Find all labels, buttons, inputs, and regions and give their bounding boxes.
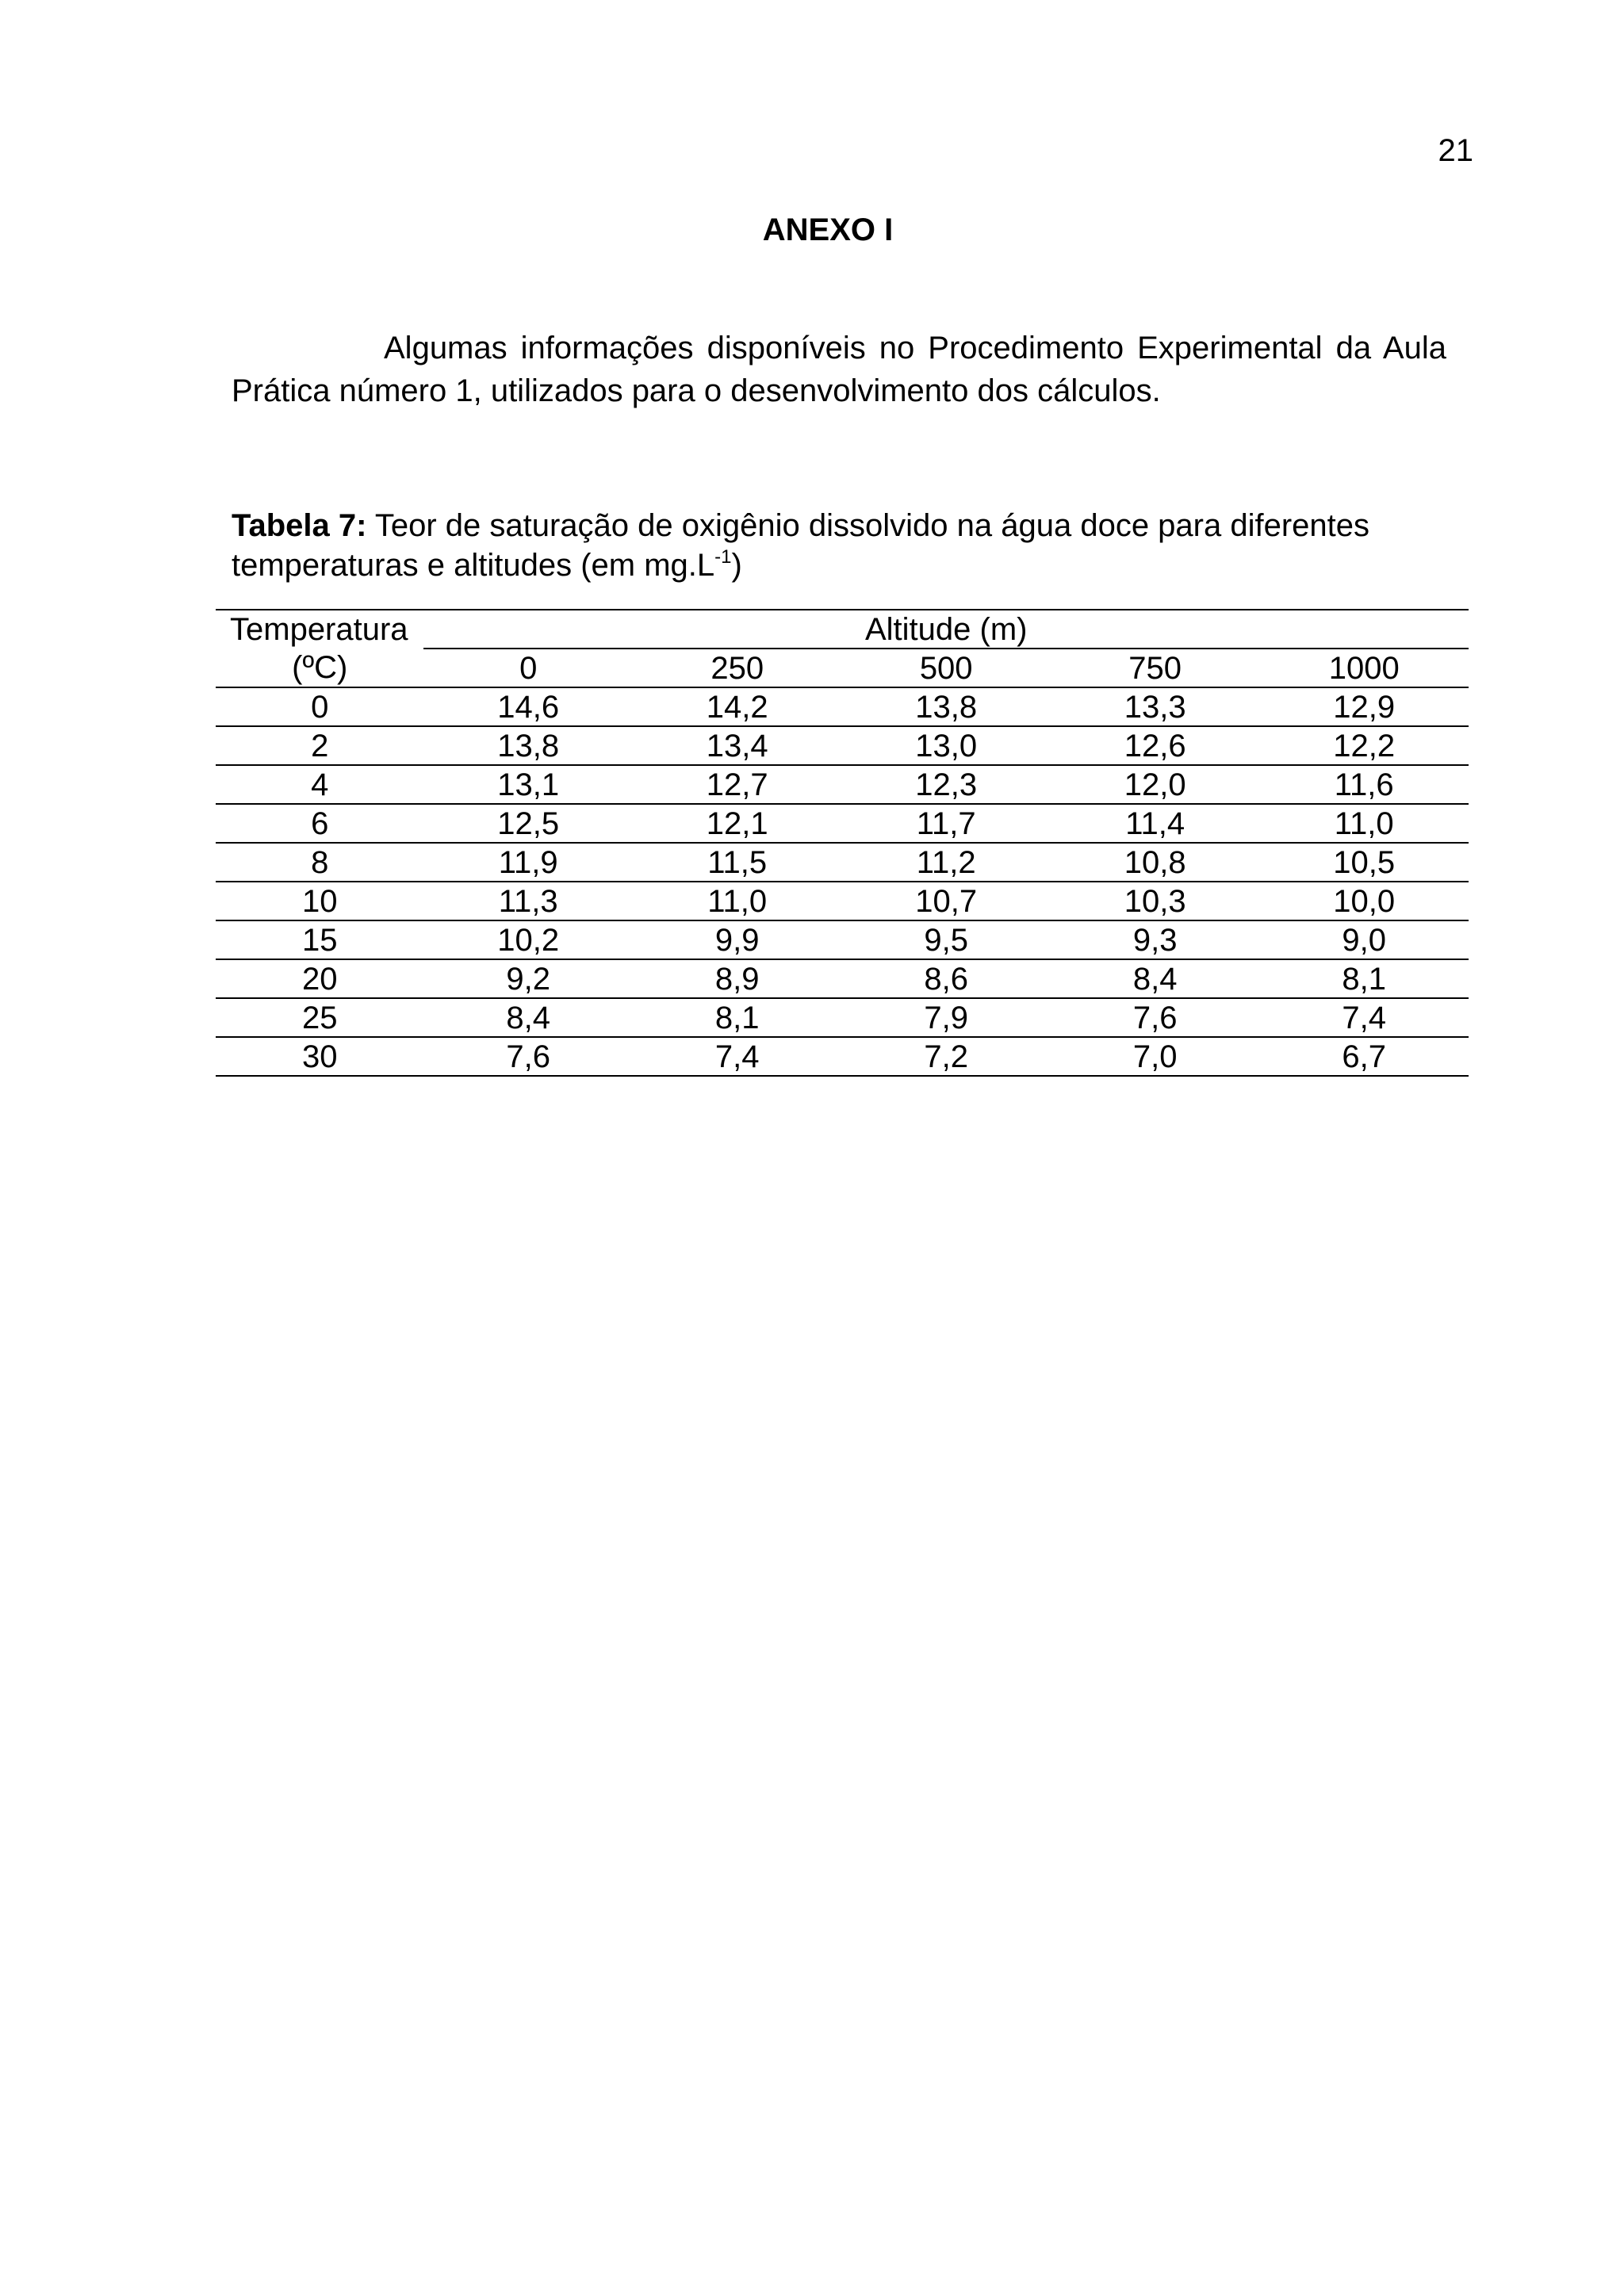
saturation-value-cell: 12,6 — [1051, 726, 1259, 765]
table-header-row-1 — [216, 610, 1469, 649]
saturation-value-cell: 13,4 — [633, 726, 841, 765]
saturation-value-cell: 7,4 — [1259, 998, 1469, 1037]
table-body — [216, 687, 1469, 1076]
saturation-value-cell: 9,3 — [1051, 920, 1259, 959]
saturation-value-cell: 10,2 — [423, 920, 632, 959]
table-caption-label: Tabela 7: — [232, 508, 367, 543]
saturation-value-cell: 12,1 — [633, 804, 841, 843]
temperature-cell: 8 — [216, 843, 423, 882]
temperature-cell: 2 — [216, 726, 423, 765]
saturation-value-cell: 7,9 — [841, 998, 1050, 1037]
saturation-value-cell: 14,2 — [633, 687, 841, 726]
saturation-value-cell: 6,7 — [1259, 1037, 1469, 1076]
temperature-header-top: Temperatura — [216, 610, 423, 649]
table-row — [216, 882, 1469, 920]
saturation-value-cell: 11,5 — [633, 843, 841, 882]
altitude-col-header: 250 — [633, 649, 841, 687]
saturation-value-cell: 10,3 — [1051, 882, 1259, 920]
temperature-cell: 4 — [216, 765, 423, 804]
saturation-value-cell: 10,5 — [1259, 843, 1469, 882]
table-row — [216, 998, 1469, 1037]
temperature-cell: 10 — [216, 882, 423, 920]
table-header — [216, 610, 1469, 687]
saturation-value-cell: 7,6 — [1051, 998, 1259, 1037]
temperature-header-unit: (ºC) — [216, 649, 423, 687]
temperature-cell: 15 — [216, 920, 423, 959]
table-caption-superscript: -1 — [714, 546, 732, 568]
saturation-value-cell: 11,6 — [1259, 765, 1469, 804]
altitude-header: Altitude (m) — [423, 610, 1469, 649]
oxygen-saturation-table — [216, 609, 1469, 1077]
table-header-row-2 — [216, 649, 1469, 687]
saturation-value-cell: 13,1 — [423, 765, 632, 804]
altitude-col-header: 500 — [841, 649, 1050, 687]
saturation-value-cell: 13,3 — [1051, 687, 1259, 726]
saturation-value-cell: 11,4 — [1051, 804, 1259, 843]
saturation-value-cell: 12,9 — [1259, 687, 1469, 726]
temperature-cell: 6 — [216, 804, 423, 843]
temperature-cell: 25 — [216, 998, 423, 1037]
temperature-cell: 20 — [216, 959, 423, 998]
saturation-value-cell: 9,9 — [633, 920, 841, 959]
saturation-value-cell: 8,6 — [841, 959, 1050, 998]
saturation-value-cell: 8,1 — [633, 998, 841, 1037]
saturation-value-cell: 13,0 — [841, 726, 1050, 765]
saturation-value-cell: 8,9 — [633, 959, 841, 998]
saturation-value-cell: 11,3 — [423, 882, 632, 920]
table-row — [216, 843, 1469, 882]
saturation-value-cell: 9,2 — [423, 959, 632, 998]
saturation-value-cell: 11,9 — [423, 843, 632, 882]
saturation-value-cell: 10,8 — [1051, 843, 1259, 882]
saturation-value-cell: 11,0 — [1259, 804, 1469, 843]
altitude-col-header: 0 — [423, 649, 632, 687]
temperature-cell: 0 — [216, 687, 423, 726]
saturation-value-cell: 14,6 — [423, 687, 632, 726]
saturation-value-cell: 9,5 — [841, 920, 1050, 959]
saturation-value-cell: 8,4 — [1051, 959, 1259, 998]
table-row — [216, 804, 1469, 843]
saturation-value-cell: 11,2 — [841, 843, 1050, 882]
table-row — [216, 1037, 1469, 1076]
saturation-value-cell: 7,2 — [841, 1037, 1050, 1076]
table-row — [216, 726, 1469, 765]
table-row — [216, 687, 1469, 726]
table-row — [216, 959, 1469, 998]
page-number: 21 — [1438, 133, 1473, 168]
altitude-col-header: 1000 — [1259, 649, 1469, 687]
altitude-col-header: 750 — [1051, 649, 1259, 687]
saturation-value-cell: 9,0 — [1259, 920, 1469, 959]
annex-title: ANEXO I — [762, 212, 894, 247]
table-caption-text: Teor de saturação de oxigênio dissolvido na água doce para diferentes temperaturas e altitudes (em mg.L — [232, 508, 1370, 583]
saturation-value-cell: 7,6 — [423, 1037, 632, 1076]
temperature-cell: 30 — [216, 1037, 423, 1076]
intro-paragraph: Algumas informações disponíveis no Procedimento Experimental da Aula Prática número 1, utilizados para o desenvolvimento dos cálculos. — [232, 331, 1446, 408]
saturation-value-cell: 12,7 — [633, 765, 841, 804]
table-row — [216, 765, 1469, 804]
saturation-value-cell: 11,0 — [633, 882, 841, 920]
saturation-value-cell: 12,2 — [1259, 726, 1469, 765]
saturation-value-cell: 12,5 — [423, 804, 632, 843]
saturation-value-cell: 10,7 — [841, 882, 1050, 920]
saturation-value-cell: 12,3 — [841, 765, 1050, 804]
saturation-value-cell: 13,8 — [423, 726, 632, 765]
saturation-value-cell: 12,0 — [1051, 765, 1259, 804]
saturation-value-cell: 11,7 — [841, 804, 1050, 843]
table-caption-closing: ) — [731, 548, 742, 583]
saturation-value-cell: 10,0 — [1259, 882, 1469, 920]
saturation-value-cell: 13,8 — [841, 687, 1050, 726]
saturation-value-cell: 7,4 — [633, 1037, 841, 1076]
table-caption — [232, 506, 1469, 585]
table-row — [216, 920, 1469, 959]
saturation-value-cell: 7,0 — [1051, 1037, 1259, 1076]
saturation-value-cell: 8,4 — [423, 998, 632, 1037]
saturation-value-cell: 8,1 — [1259, 959, 1469, 998]
